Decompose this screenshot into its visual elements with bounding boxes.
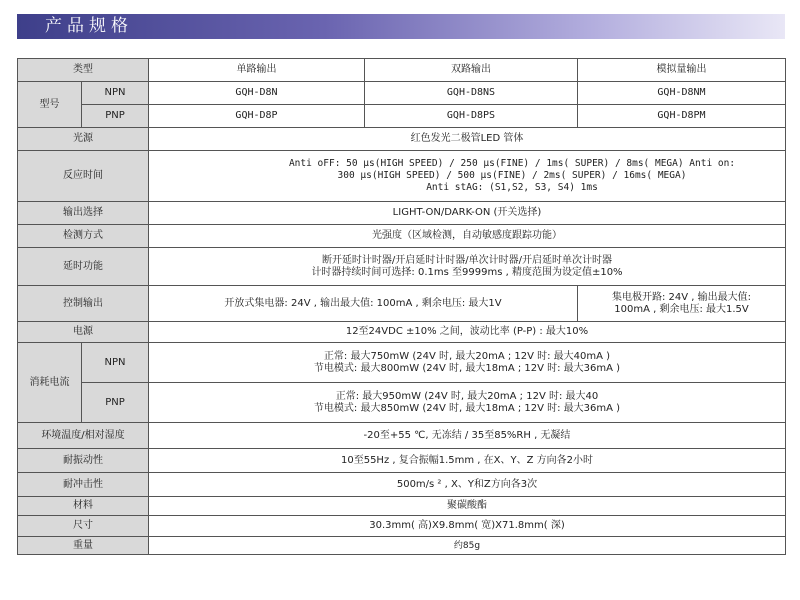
response-time-line: Anti oFF: 50 μs(HIGH SPEED) / 250 μs(FINE) / 1ms( SUPER) / 8ms( MEGA) Anti on: [288,158,736,169]
shock-value: 500m/s ² , X、Y和Z方向各3次 [149,473,786,497]
power-label: 电源 [18,322,149,343]
weight-value: 约85g [149,537,786,555]
table-row [18,286,786,322]
consumption-line: 正常: 最大950mW (24V 时, 最大20mA ; 12V 时: 最大40 [335,390,599,402]
model-npn-analog: GQH-D8NM [578,82,786,105]
timer-line: 断开延时计时器/开启延时计时器/单次计时器/开启延时单次计时器 [321,254,613,266]
table-row [18,202,786,225]
table-row [18,473,786,497]
material-value: 聚碳酸酯 [149,497,786,516]
environment-label: 环境温度/相对湿度 [18,423,149,449]
environment-value: -20至+55 ℃, 无冻结 / 35至85%RH , 无凝结 [149,423,786,449]
type-header: 类型 [18,59,149,82]
table-row [18,343,786,383]
response-time-line: Anti stAG: (S1,S2, S3, S4) 1ms [426,182,598,193]
model-type-npn: NPN [82,82,149,105]
column-header-dual: 双路输出 [365,59,578,82]
light-source-value: 红色发光二极管LED 管体 [149,128,786,151]
shock-label: 耐冲击性 [18,473,149,497]
output-select-label: 输出选择 [18,202,149,225]
table-row [18,248,786,286]
output-select-value: LIGHT-ON/DARK-ON (开关选择) [149,202,786,225]
material-label: 材料 [18,497,149,516]
table-row [18,516,786,537]
vibration-label: 耐振动性 [18,449,149,473]
light-source-label: 光源 [18,128,149,151]
response-time-value [149,151,786,202]
page-title: 产品规格 [45,16,133,36]
table-row [18,383,786,423]
table-row [18,105,786,128]
consumption-line: 节电模式: 最大800mW (24V 时, 最大18mA ; 12V 时: 最大36mA ) [313,362,621,374]
weight-label: 重量 [18,537,149,555]
table-row [18,497,786,516]
model-npn-single: GQH-D8N [149,82,365,105]
control-output-analog-line: 集电极开路: 24V , 输出最大值: [611,291,752,303]
size-value: 30.3mm( 高)X9.8mm( 宽)X71.8mm( 深) [149,516,786,537]
consumption-type-npn: NPN [82,343,149,383]
timer-value [149,248,786,286]
response-time-line: 300 μs(HIGH SPEED) / 500 μs(FINE) / 2ms( SUPER) / 16ms( MEGA) [337,170,687,181]
column-header-analog: 模拟量输出 [578,59,786,82]
control-output-analog-line: 100mA , 剩余电压: 最大1.5V [614,303,749,315]
table-row [18,322,786,343]
detection-value: 光强度（区域检测，自动敏感度跟踪功能） [149,225,786,248]
size-label: 尺寸 [18,516,149,537]
consumption-pnp-value [149,383,786,423]
power-value: 12至24VDC ±10% 之间，波动比率 (P-P) : 最大10% [149,322,786,343]
table-row [18,128,786,151]
control-output-label: 控制输出 [18,286,149,322]
consumption-type-pnp: PNP [82,383,149,423]
model-label: 型号 [18,82,82,128]
model-pnp-analog: GQH-D8PM [578,105,786,128]
detection-label: 检测方式 [18,225,149,248]
table-row [18,59,786,82]
response-time-label: 反应时间 [18,151,149,202]
spec-table [17,58,786,555]
table-row [18,423,786,449]
consumption-npn-value [149,343,786,383]
model-npn-dual: GQH-D8NS [365,82,578,105]
consumption-label: 消耗电流 [18,343,82,423]
column-header-single: 单路输出 [149,59,365,82]
vibration-value: 10至55Hz , 复合振幅1.5mm , 在X、Y、Z 方向各2小时 [149,449,786,473]
control-output-analog [578,286,786,322]
table-row [18,225,786,248]
section-banner [17,14,785,39]
timer-line: 计时器持续时间可选择: 0.1ms 至9999ms , 精度范围为设定值±10% [311,266,623,278]
model-pnp-dual: GQH-D8PS [365,105,578,128]
table-row [18,537,786,555]
timer-label: 延时功能 [18,248,149,286]
table-row [18,82,786,105]
control-output-value: 开放式集电器: 24V , 输出最大值: 100mA , 剩余电压: 最大1V [149,286,578,322]
model-pnp-single: GQH-D8P [149,105,365,128]
table-row [18,151,786,202]
consumption-line: 正常: 最大750mW (24V 时, 最大20mA ; 12V 时: 最大40mA ) [323,350,611,362]
model-type-pnp: PNP [82,105,149,128]
table-row [18,449,786,473]
consumption-line: 节电模式: 最大850mW (24V 时, 最大18mA ; 12V 时: 最大36mA ) [313,402,621,414]
